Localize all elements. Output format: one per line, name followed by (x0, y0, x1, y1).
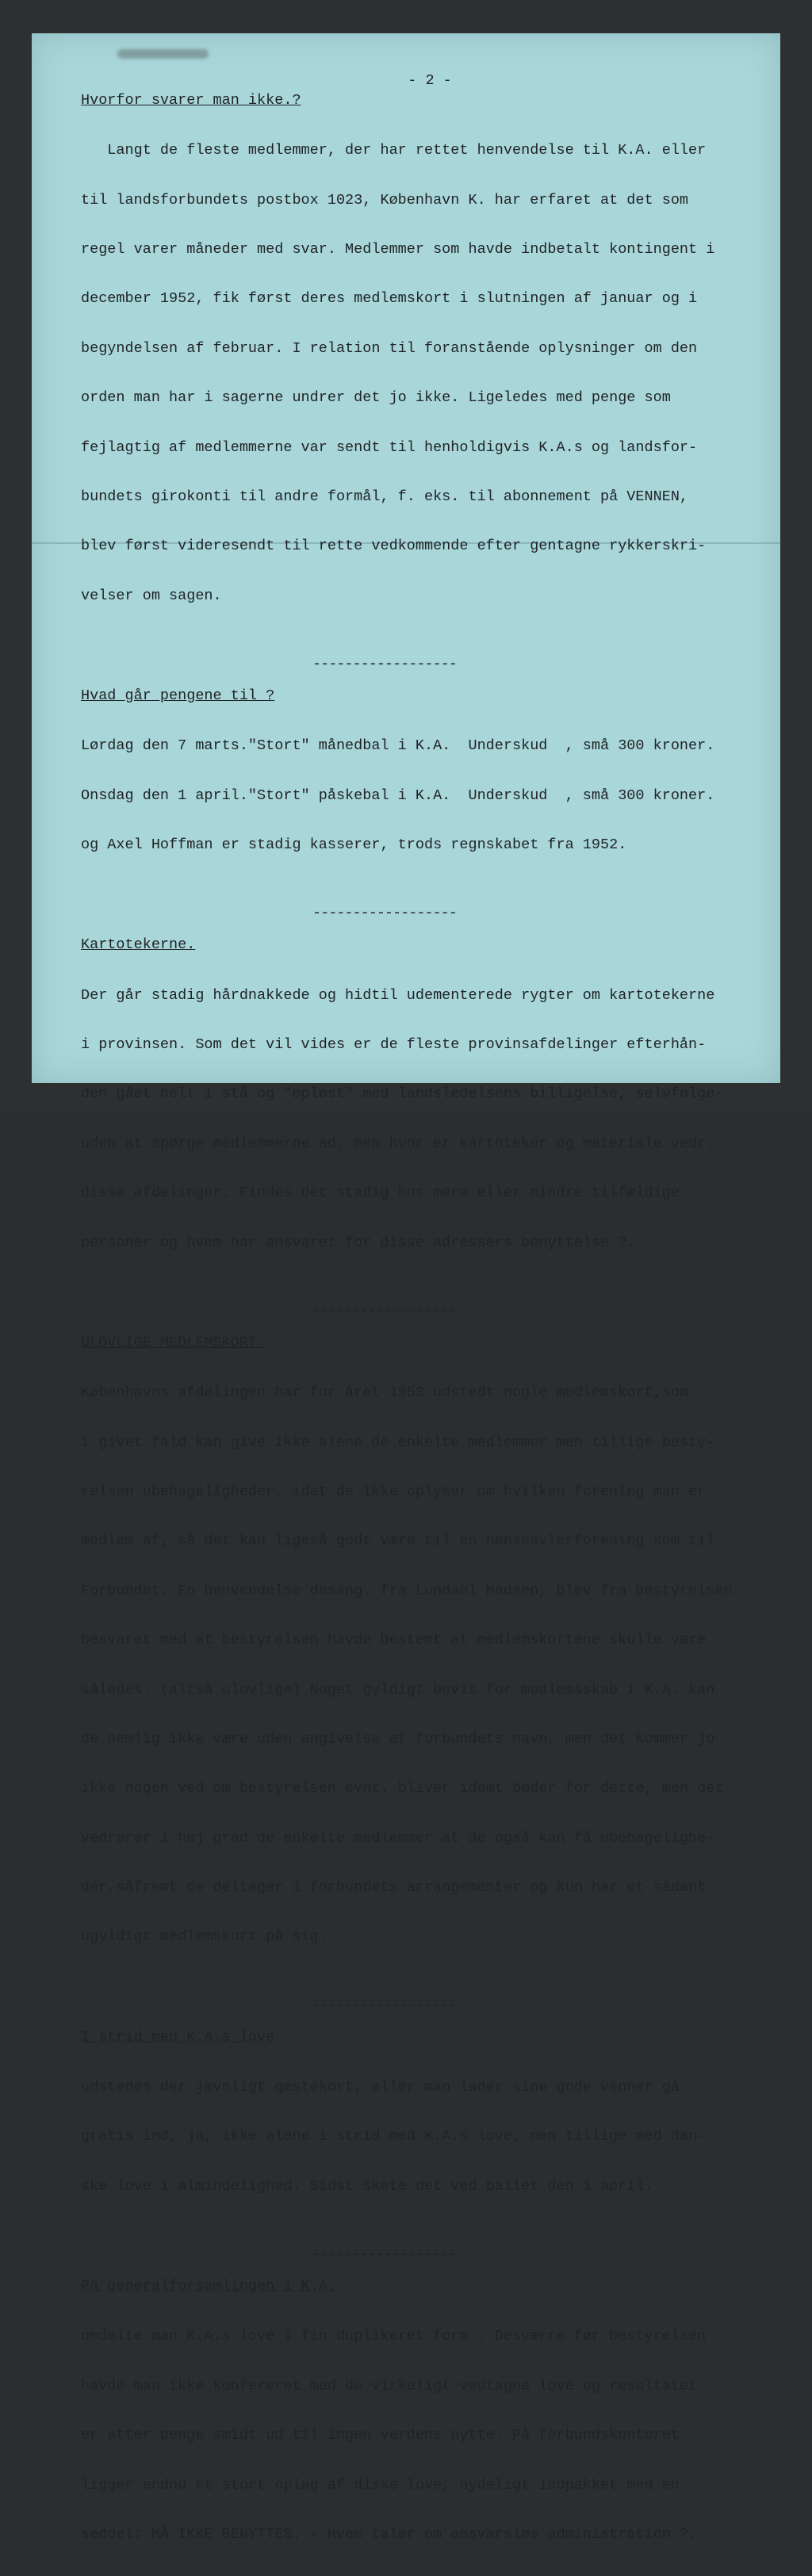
text-line: medlem af, så det kan ligeså godt være til en hønseavlerforening som til (81, 1533, 715, 1550)
text-line: ske love i almindelighed. Sidst skete det ved ballet den 1 april. (81, 2177, 653, 2195)
section-divider: ------------------ (312, 905, 457, 922)
text-line: i givet fald kan give ikke alene de enkelte medlemmer men tillige besty- (81, 1433, 715, 1451)
section-heading: I strid med K.A.s love (81, 2028, 275, 2046)
section-body (81, 706, 771, 887)
text-line: ikke nogen ved om bestyrelsen evnt. bliver idømt bøder for dette, men det (81, 1780, 724, 1797)
text-line: orden man har i sagerne undrer det jo ikke. Ligeledes med penge som (81, 389, 671, 407)
text-line: udstedes der jævnligt gæstekort, eller man lader sine gode venner gå (81, 2079, 680, 2096)
text-line: er atter penge smidt ud til ingen verdens nytte. På forbundskontoret (81, 2427, 680, 2444)
text-line: december 1952, fik først deres medlemskort i slutningen af januar og i (81, 290, 698, 308)
text-line: i provinsen. Som det vil vides er de fleste provinsafdelinger efterhån- (81, 1036, 707, 1054)
page-content (81, 73, 771, 2576)
text-line: der,såfremt de deltager i forbundets arrangementer og kun har et sådant (81, 1879, 707, 1897)
text-line: Der går stadig hårdnakkede og hidtil udementerede rygter om kartotekerne (81, 986, 715, 1004)
text-line: således. (altså ulovlige) Noget gyldigt bevis for medlemsskab i K.A. kan (81, 1681, 715, 1698)
text-line: fejlagtig af medlemmerne var sendt til henholdigvis K.A.s og landsfor- (81, 438, 698, 456)
typewritten-page (32, 33, 780, 2543)
text-line: relsen ubehageligheder, idet de ikke oplyser om hvilken forening man er (81, 1483, 707, 1500)
section-heading: ULOVLIGE MEDLEMSKORT. (81, 1334, 266, 1351)
section-body (81, 1353, 771, 1979)
section-body (81, 955, 771, 1284)
text-line: gratis ind, ja, ikke alene i strid med K.A.s love, men tillige med dan- (81, 2128, 707, 2145)
text-line: bundets girokonti til andre formål, f. eks. til abonnement på VENNEN, (81, 488, 689, 505)
text-line: besvaret med at bestyrelsen havde bestemt at medlemskortene skulle være (81, 1632, 707, 1649)
text-line: Langt de fleste medlemmer, der har rettet henvendelse til K.A. eller (81, 142, 707, 159)
text-line: velser om sagen. (81, 587, 222, 604)
text-line: havde man ikke konfereret med de virkeligt vedtagne love og resultatet (81, 2377, 698, 2394)
section-divider: ------------------ (312, 2246, 457, 2264)
text-line: ligger endnu et stort oplag af disse love, nydeligt indpakket med en (81, 2476, 680, 2494)
section-divider: ------------------ (312, 656, 457, 673)
text-line: personer og hvem har ansvaret for disse adressers benyttelse ?. (81, 1234, 636, 1251)
text-line: de nemlig ikke være uden angivelse af forbundets navn, men det kommer jo (81, 1730, 715, 1747)
text-line: til landsforbundets postbox 1023, København K. har erfaret at det som (81, 191, 689, 209)
text-line: Lørdag den 7 marts."Stort" månedbal i K.A. Underskud , små 300 kroner. (81, 737, 715, 755)
section-heading: Hvorfor svarer man ikke.? (81, 91, 301, 109)
section-heading: På generalforsamlingen i K.A. (81, 2278, 336, 2295)
text-line: blev først videresendt til rette vedkommende efter gentagne rykkerskri- (81, 538, 707, 555)
text-line: vedrører i høj grad de enkelte medlemmer at de også kan få ubehagelighe- (81, 1829, 715, 1847)
text-line: seddel: MÅ IKKE BENYTTES. - Hvem taler om ansvarsløs administration ?. (81, 2525, 698, 2543)
text-line: den gået helt i stå og "opløst" med landsledelsens billigelse, selvfølge- (81, 1085, 724, 1103)
ink-smudge (117, 49, 209, 59)
section-divider: ------------------ (312, 1996, 457, 2014)
section-body (81, 2046, 771, 2228)
text-line: Københavns afdelingen har for året 1953 udstedt nogle medlemskort,som (81, 1384, 689, 1402)
section-body (81, 110, 771, 638)
page-number: - 2 - (408, 72, 452, 89)
text-line: begyndelsen af februar. I relation til foranstående oplysninger om den (81, 339, 698, 357)
text-line: regel varer måneder med svar. Medlemmer som havde indbetalt kontingent i (81, 240, 715, 258)
section-body (81, 2296, 771, 2576)
section-divider: ------------------ (312, 1302, 457, 1319)
text-line: ugyldigt medlemskort på sig. (81, 1928, 327, 1946)
text-line: omdelte man K.A.s love i fin duplikeret form . Desværre før bestyrelsen (81, 2328, 707, 2345)
text-line: disse afdelinger. Findes det stadig hos mere eller mindre tilfældige (81, 1185, 680, 1202)
text-line: Onsdag den 1 april."Stort" påskebal i K.A. Underskud , små 300 kroner. (81, 787, 715, 804)
text-line: uden at spørge medlemmerne ad, men hvor er kartoteker og materiale vedr. (81, 1135, 715, 1152)
section-heading: Kartotekerne. (81, 936, 196, 954)
section-heading: Hvad går pengene til ? (81, 687, 275, 704)
text-line: Forbundet. En henvendelse desang. fra Lundahl Madsen, blev fra bestyrelsen (81, 1582, 733, 1599)
text-line: og Axel Hoffman er stadig kasserer, trods regnskabet fra 1952. (81, 836, 627, 854)
